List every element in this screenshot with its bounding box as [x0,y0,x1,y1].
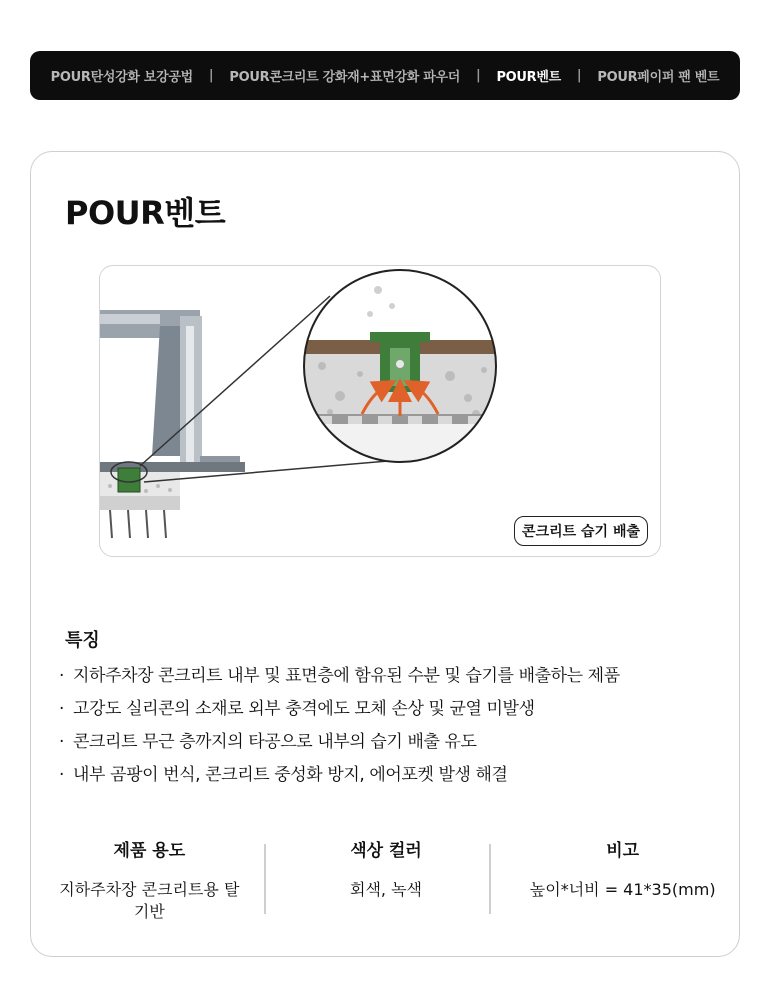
spec-color [268,834,505,924]
spec-divider [264,844,266,914]
concrete-vent-diagram [100,266,661,557]
features-heading: 특징 [65,630,100,651]
spec-note [504,834,741,924]
bullet: · [59,765,65,785]
spec-color-label: 색상 컬러 [350,841,422,861]
spec-table [31,834,741,924]
list-item: · 내부 곰팡이 번식, 콘크리트 중성화 방지, 에어포켓 발생 해결 [59,759,620,792]
spec-usage [31,834,268,924]
nav-separator: | [576,68,582,83]
nav-item-paper-fan-vent[interactable]: POUR페이퍼 팬 벤트 [597,70,720,85]
spec-usage-label: 제품 용도 [113,841,186,861]
product-illustration [99,265,661,557]
product-card [30,151,740,957]
spec-color-value: 회색, 녹색 [350,880,422,899]
product-title: POUR벤트 [65,194,226,232]
features-list [59,660,620,792]
nav-separator: | [208,68,214,83]
list-item: · 지하주차장 콘크리트 내부 및 표면층에 함유된 수분 및 습기를 배출하는 제품 [59,660,620,693]
list-item: · 고강도 실리콘의 소재로 외부 충격에도 모체 손상 및 균열 미발생 [59,693,620,726]
nav-item-concrete-hardener[interactable]: POUR콘크리트 강화재+표면강화 파우더 [229,70,460,85]
spec-note-label: 비고 [606,841,640,861]
list-item: · 콘크리트 무근 층까지의 타공으로 내부의 습기 배출 유도 [59,726,620,759]
bullet: · [59,699,65,719]
spec-divider [489,844,491,914]
bullet: · [59,732,65,752]
nav-item-elastic-reinforcement[interactable]: POUR탄성강화 보강공법 [50,70,193,85]
spec-usage-value: 지하주차장 콘크리트용 탈기반 [59,880,240,921]
nav-separator: | [475,68,481,83]
figure-caption: 콘크리트 습기 배출 [514,516,648,546]
nav-item-pour-vent[interactable]: POUR벤트 [496,70,561,85]
spec-note-value: 높이*너비 = 41*35(mm) [529,880,716,899]
top-nav [30,51,740,100]
bullet: · [59,666,65,686]
